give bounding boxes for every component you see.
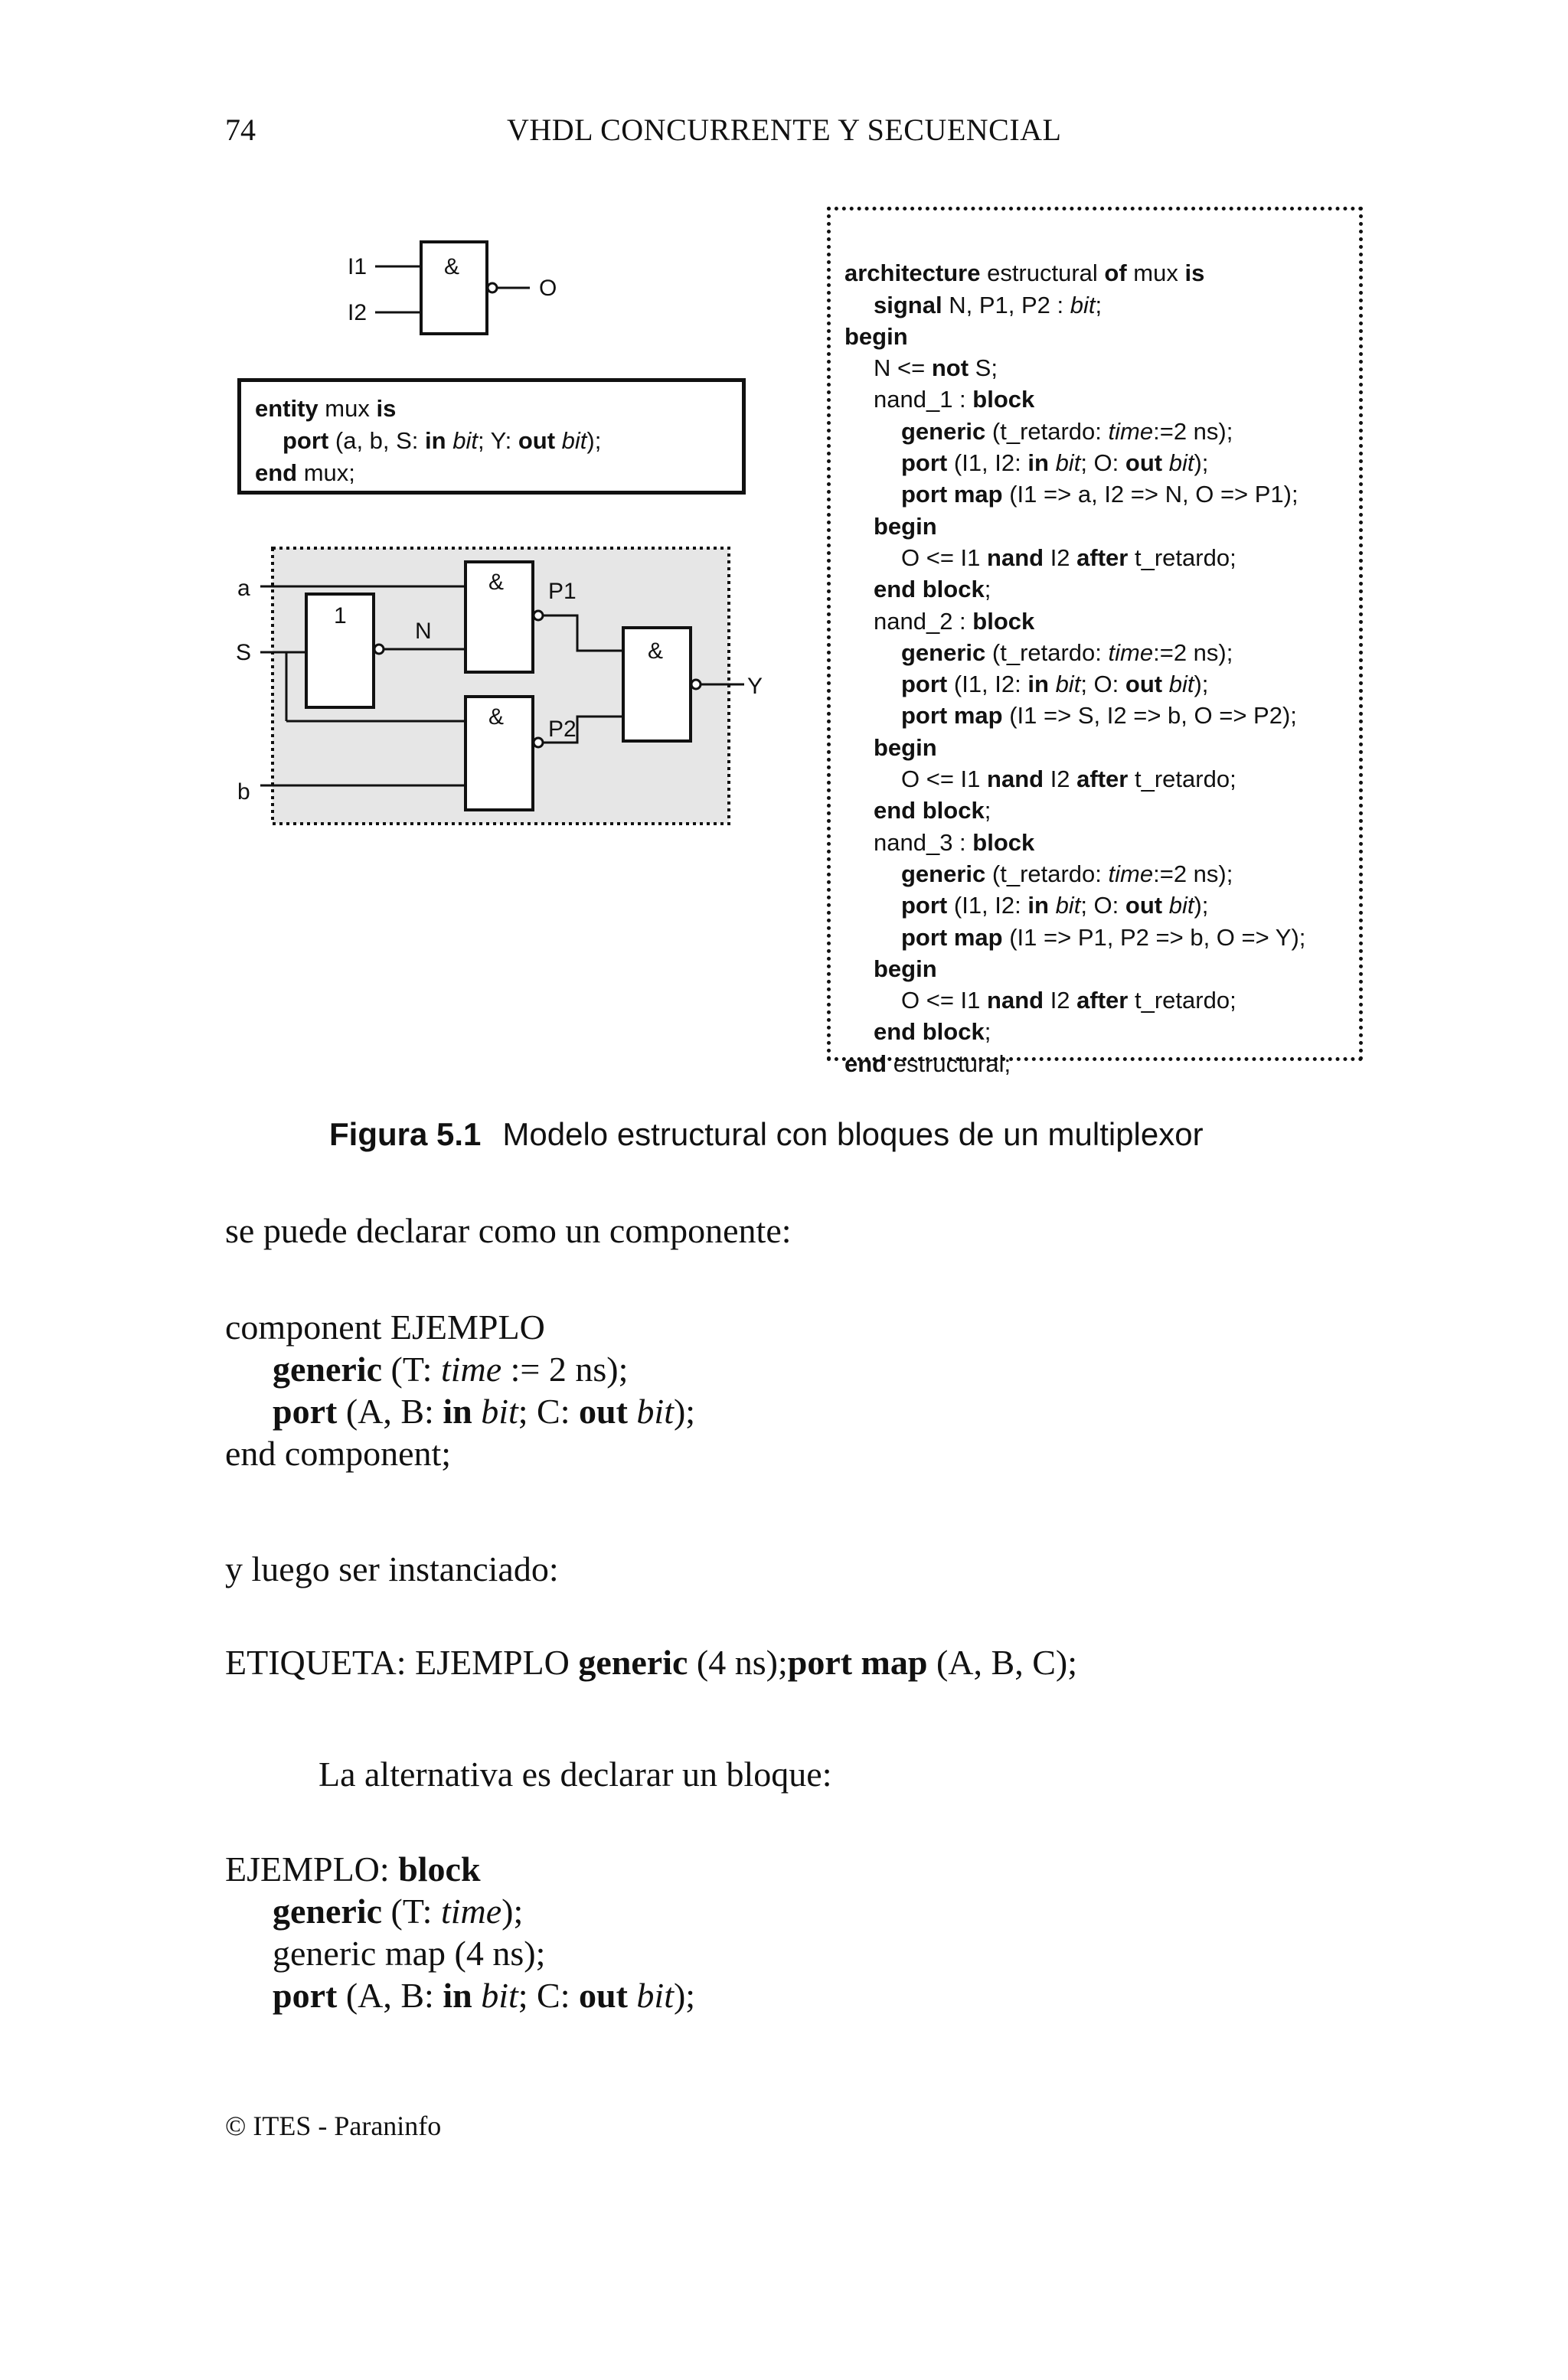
figure-number: Figura 5.1 <box>329 1116 482 1152</box>
arch-line: end estructural; <box>844 1050 1011 1077</box>
instantiation-line: ETIQUETA: EJEMPLO generic (4 ns);port map (A, B, C); <box>225 1643 1077 1682</box>
arch-line: O <= I1 nand I2 after t_retardo; <box>901 544 1236 571</box>
entity-line-3: end mux; <box>255 459 355 486</box>
arch-line: generic (t_retardo: time:=2 ns); <box>901 638 1233 666</box>
block-line: generic (T: time); <box>273 1892 524 1931</box>
arch-line: N <= not S; <box>874 354 998 382</box>
component-line: port (A, B: in bit; C: out bit); <box>273 1392 696 1431</box>
arch-line: end block; <box>874 576 991 603</box>
nand-output-label: O <box>539 276 557 301</box>
block-line: generic map (4 ns); <box>273 1934 546 1973</box>
input-a-label: a <box>237 576 250 601</box>
arch-line: generic (t_retardo: time:=2 ns); <box>901 417 1233 445</box>
component-line: end component; <box>225 1434 452 1473</box>
figure-caption <box>329 1116 1204 1153</box>
paragraph-3: La alternativa es declarar un bloque: <box>318 1755 832 1794</box>
arch-line: generic (t_retardo: time:=2 ns); <box>901 860 1233 887</box>
entity-line-2: port (a, b, S: in bit; Y: out bit); <box>283 427 602 454</box>
arch-line: begin <box>874 512 937 540</box>
component-code-block <box>225 1306 695 1474</box>
arch-line: nand_3 : block <box>874 828 1035 856</box>
output-y-label: Y <box>747 674 763 699</box>
arch-line: port (I1, I2: in bit; O: out bit); <box>901 892 1209 919</box>
multiplexer-circuit-diagram <box>230 536 781 842</box>
arch-line: architecture estructural of mux is <box>844 260 1205 287</box>
nand-input1-label: I1 <box>348 254 368 279</box>
page-number: 74 <box>225 113 256 147</box>
block-line: port (A, B: in bit; C: out bit); <box>273 1976 696 2015</box>
block-line: EJEMPLO: block <box>225 1849 481 1889</box>
nand-inversion-bubble <box>488 283 497 292</box>
arch-line: O <= I1 nand I2 after t_retardo; <box>901 766 1236 793</box>
nand-gate-3-symbol: & <box>648 638 664 664</box>
arch-line: begin <box>874 955 937 982</box>
gate-1-bubble <box>534 611 543 620</box>
nand-input2-label: I2 <box>348 300 368 325</box>
arch-line: port map (I1 => a, I2 => N, O => P1); <box>901 481 1298 508</box>
block-code-block <box>225 1848 695 2016</box>
input-b-label: b <box>237 779 250 805</box>
component-line: component EJEMPLO <box>225 1308 545 1347</box>
arch-line: port (I1, I2: in bit; O: out bit); <box>901 449 1209 477</box>
signal-p2-label: P2 <box>548 717 577 742</box>
entity-line-1: entity mux is <box>255 395 397 422</box>
component-line: generic (T: time := 2 ns); <box>273 1350 629 1389</box>
inverter-symbol: 1 <box>334 603 347 628</box>
paragraph-2: y luego ser instanciado: <box>225 1549 559 1588</box>
arch-line: O <= I1 nand I2 after t_retardo; <box>901 987 1236 1014</box>
gate-2-bubble <box>534 738 543 747</box>
nand-symbol-diagram <box>329 230 574 344</box>
inverter-bubble <box>374 645 384 654</box>
arch-line: nand_1 : block <box>874 386 1035 413</box>
paragraph-1: se puede declarar como un componente: <box>225 1211 792 1250</box>
input-s-label: S <box>236 640 252 665</box>
arch-line: begin <box>874 733 937 761</box>
nand-gate-2-symbol: & <box>488 704 505 730</box>
entity-declaration-box <box>237 378 746 495</box>
arch-line: port (I1, I2: in bit; O: out bit); <box>901 671 1209 698</box>
signal-n-label: N <box>415 619 432 644</box>
arch-line: end block; <box>874 797 991 824</box>
arch-line: port map (I1 => P1, P2 => b, O => Y); <box>901 923 1306 951</box>
arch-line: port map (I1 => S, I2 => b, O => P2); <box>901 702 1297 730</box>
arch-line: end block; <box>874 1018 991 1046</box>
arch-line: begin <box>844 322 908 350</box>
running-header: VHDL CONCURRENTE Y SECUENCIAL <box>507 113 1062 147</box>
gate-3-bubble <box>691 680 701 689</box>
signal-p1-label: P1 <box>548 579 577 604</box>
footer-copyright: © ITES - Paraninfo <box>225 2111 442 2141</box>
arch-line: nand_2 : block <box>874 607 1035 635</box>
nand-gate-1-symbol: & <box>488 570 505 595</box>
architecture-code-box <box>827 207 1363 1077</box>
figure-caption-text: Modelo estructural con bloques de un multiplexor <box>502 1116 1204 1152</box>
nand-gate-symbol: & <box>444 254 460 279</box>
arch-line: signal N, P1, P2 : bit; <box>874 291 1102 318</box>
